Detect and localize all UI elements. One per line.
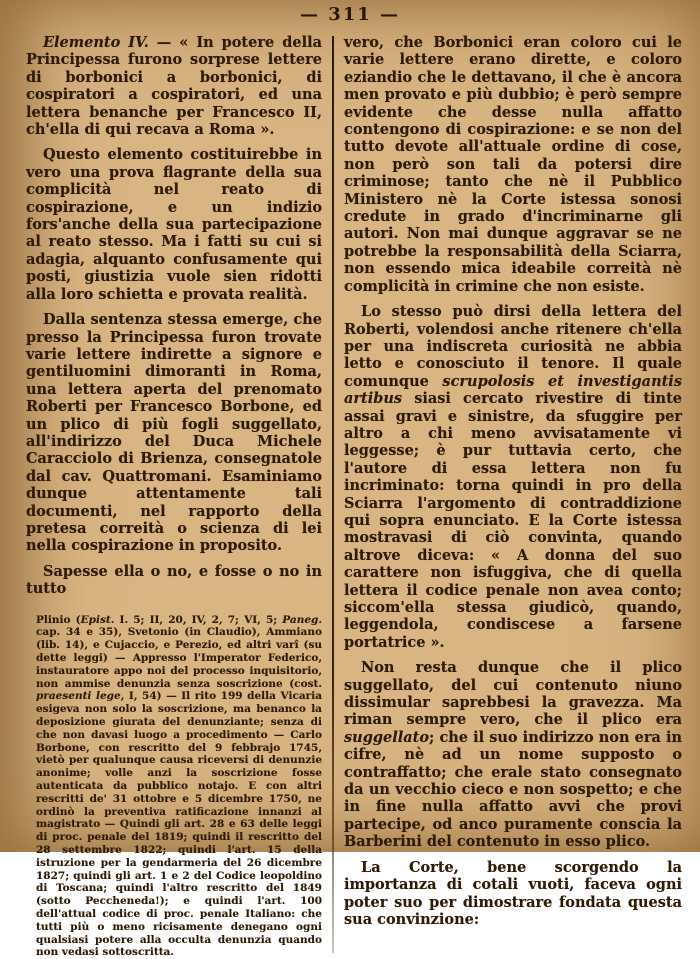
text-segment: cap. 34 e 35), Svetonio (in Claudio), Ammiano (lib. 14), e Cujaccio, e Perezio, ed altri varî (su dette leggi) — Appresso l'Imperator Federico, instauratore appo noi del processo inquisitorio, non ammise denunzia senza soscrizione (cost. — [36, 626, 322, 690]
paragraph-questo-elemento — [26, 146, 322, 303]
italic-text-segment: praesenti lege — [36, 690, 121, 703]
column-divider-rule — [332, 36, 334, 953]
text-segment: vero, che Borbonici eran coloro cui le varie lettere erano dirette, e coloro eziandio che le dettavano, il che è ancora men provato e più dubbio; è però sempre evidente che desse nulla affatto contengono di cospirazione: e se non del tutto devote all'attuale ordine di cose, non però son tali da potersi dire criminose; tanto che nè il Pubblico Ministero nè la Corte istessa sonosi credute in grado d'incriminarne gli autori. Non mai dunque aggravar se ne potrebbe la responsabilità della Sciarra, non essendo mica ideabile correità nè complicità in crimine che non esiste. — [344, 34, 682, 295]
text-segment: Lo stesso può dirsi della lettera del Roberti, volendosi anche ritenere ch'ella per una indiscreta curiosità ne abbia letto e conosciuto il tenore. Il quale comunque — [344, 303, 682, 390]
italic-text-segment: Epist. — [80, 613, 115, 626]
italic-text-segment: scrupolosis et investigantis artibus — [344, 372, 682, 408]
paragraph-non-resta — [344, 659, 682, 850]
paragraph-dalla-sentenza — [26, 311, 322, 555]
text-segment: , I, 54) — Il rito 199 della Vicaria esigeva non solo la soscrizione, ma benanco la deposizione giurata del denunziante; senza di che non davasi luogo a procedimento — Carlo Borbone, con rescritto del 9 febbrajo 1745, vietò per qualunque causa riceversi di denunzie anonime; volle anzi la soscrizione fosse autenticata da pubblico notajo. E con altri rescritti de' 31 ottobre e 5 dicembre 1750, ne ordinò la preventiva ratificazione innanzi al magistrato — Quindi gli art. 28 e 63 delle leggi di proc. penale del 1819; quindi il rescritto del 28 settembre 1822; quindi l'art. 15 della istruzione per la gendarmeria del 26 dicembre 1827; quindi gli art. 1 e 2 del Codice leopoldino di Toscana; quindi l'altro rescritto del 1849 (sotto Peccheneda!); e quindi l'art. 100 dell'attual codice di proc. penale Italiano: che tutti più o meno ricisamente denegano ogni qualsiasi potere alla occulta denunzia quando non vedasi sottoscritta. — [36, 690, 322, 959]
italic-text-segment: suggellato — [344, 728, 429, 746]
text-segment: Questo elemento costituirebbe in vero una prova flagrante della sua complicità nel reato di cospirazione, e un indizio fors'anche della sua partecipazione al reato stesso. Ma i fatti su cui si adagia, alquanto confusamente qui posti, giustizia vuole sien ridotti alla loro schietta e provata realità. — [26, 146, 322, 303]
paragraph-lo-stesso — [344, 303, 682, 651]
paragraph-sapesse — [26, 563, 322, 598]
italic-text-segment: Paneg. — [282, 613, 323, 626]
right-column-text — [344, 34, 682, 928]
paragraph-vero-che-borbonici — [344, 34, 682, 295]
paragraph-elemento-iv — [26, 34, 322, 138]
text-segment: Plinio ( — [36, 613, 81, 626]
left-column-text — [26, 34, 322, 598]
footnote-text — [36, 614, 322, 959]
footnote-block — [26, 614, 322, 959]
text-segment: siasi cercato rivestire di tinte assai gravi e sinistre, da sfuggire per altro a chi meno avvisatamente vi leggesse; è pur tuttavia certo, che l'autore di essa lettera non fu incriminato: torna quindi in pro della Sciarra l'argomento di contraddizione qui sopra enunciato. E la Corte istessa mostravasi di ciò convinta, quando altrove diceva: « A donna del suo carattere non isfuggiva, che di quella lettera il codice penale non avea conto; siccom'ella stessa giudicò, quando, leggendola, condiscese a farsene portatrice ». — [344, 390, 682, 651]
left-column — [26, 34, 322, 959]
two-column-layout — [0, 25, 700, 959]
text-segment: Non resta dunque che il plico suggellato, del cui contenuto niuno dissimular saprebbesi la gravezza. Ma riman sempre vero, che il plico era — [344, 659, 682, 729]
text-segment: Dalla sentenza stessa emerge, che presso la Principessa furon trovate varie lettere indirette a signore e gentiluomini dimoranti in Roma, una lettera aperta del prenomato Roberti per Francesco Borbone, ed un plico di più fogli suggellato, all'indirizzo del Duca Michele Caracciolo di Brienza, consegnatole dal cav. Quattromani. Esaminiamo dunque attentamente tali documenti, nel rapporto della pretesa correità o scienza di lei nella cospirazione in proposito. — [26, 311, 322, 555]
text-segment: La Corte, bene scorgendo la importanza di cotali vuoti, faceva ogni poter suo per dimostrare fondata questa sua convinzione: — [344, 858, 682, 928]
italic-text-segment: Elemento IV. — [43, 34, 149, 51]
text-segment: ; che il suo indirizzo non era in cifre, nè ad un nome supposto o contraffatto; che erale stato consegnato da un vecchio cieco e non sospetto; e che in fine nulla affatto avvi che provi partecipe, od anco puramente conscia la Barberini del contenuto in esso plico. — [344, 728, 682, 851]
text-segment: I. 5; II, 20, IV, 2, 7; VI, 5; — [114, 613, 283, 626]
page-number: — 311 — — [299, 4, 401, 25]
text-segment: Sapesse ella o no, e fosse o no in tutto — [26, 562, 322, 598]
right-column — [344, 34, 682, 959]
paragraph-la-corte — [344, 859, 682, 929]
text-segment: — « In potere della Principessa furono sorprese lettere di borbonici a borbonici, di cospiratori a cospiratori, ed una lettera benanche per Francesco II, ch'ella di qui recava a Roma ». — [26, 34, 322, 139]
